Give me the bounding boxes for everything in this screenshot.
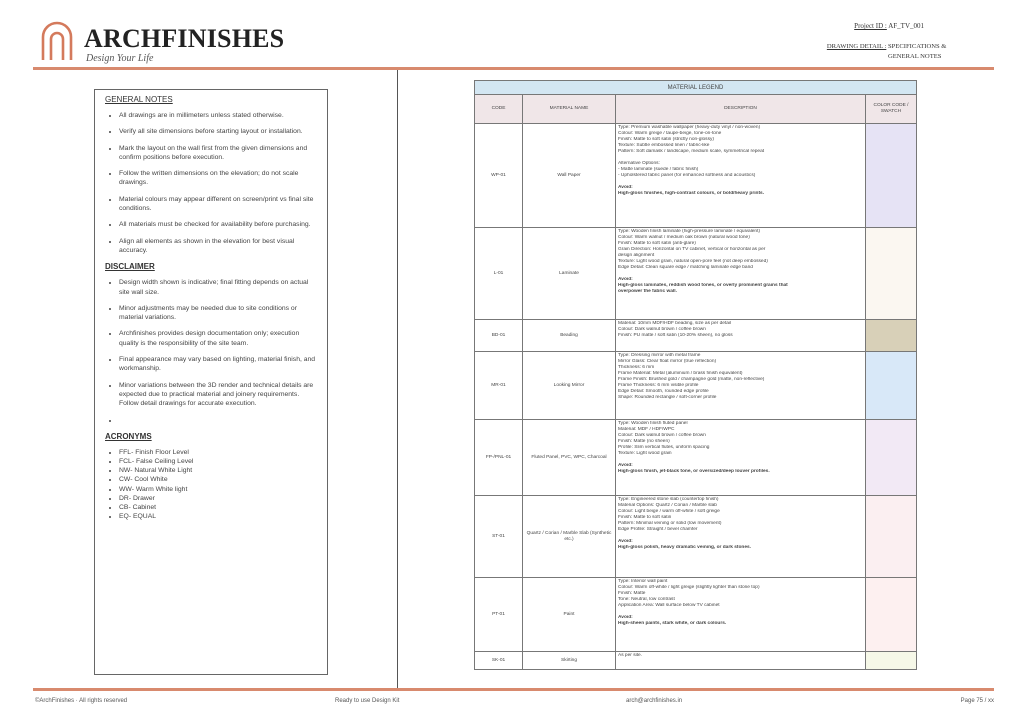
description-line: Mirror Glass: Clear float mirror (true reflection) xyxy=(618,359,717,364)
acronym-item: • CW- Cool White xyxy=(119,475,319,484)
description-line: design alignment xyxy=(618,253,655,258)
brand-name: ARCHFINISHES xyxy=(84,24,285,53)
acronyms-list xyxy=(105,448,319,522)
material-description xyxy=(616,228,866,320)
material-name: Skirting xyxy=(523,652,616,670)
header-divider xyxy=(33,67,994,70)
description-line: Finish: Matte to soft satin xyxy=(618,515,672,520)
disclaimer-item xyxy=(119,416,319,425)
acronym-item: • CB- Cabinet xyxy=(119,503,319,512)
material-description xyxy=(616,124,866,228)
material-name: Laminate xyxy=(523,228,616,320)
legend-header-cell: DESCRIPTION xyxy=(616,95,866,124)
description-line: Colour: Dark walnut brown / coffee brown xyxy=(618,433,706,438)
color-swatch xyxy=(866,228,917,320)
general-note-item: • Mark the layout on the wall first from the given dimensions and confirm positions before execution. xyxy=(119,144,319,163)
description-line: Tone: Neutral, low contrast xyxy=(618,597,675,602)
description-line: Colour: Warm off-white / light greige (slightly lighter than stone top) xyxy=(618,585,760,590)
material-code: L-01 xyxy=(475,228,523,320)
description-line: Colour: Dark walnut brown / coffee brown xyxy=(618,327,706,332)
general-notes-list xyxy=(105,111,319,255)
description-line: Thickness: 6 mm xyxy=(618,365,655,370)
acronym-item: • DR- Drawer xyxy=(119,494,319,503)
description-line: Finish: Matte (no sheen) xyxy=(618,439,670,444)
description-line: Frame Finish: Brushed gold / champagne gold (matte, non-reflective) xyxy=(618,377,765,382)
general-notes-title: GENERAL NOTES xyxy=(105,95,173,104)
material-name: Looking Mirror xyxy=(523,352,616,420)
description-line: Type: Premium washable wallpaper (heavy-duty vinyl / non-woven) xyxy=(618,125,761,130)
project-id-value: AF_TV_001 xyxy=(888,22,924,30)
description-line: Frame Thickness: 6 mm visible profile xyxy=(618,383,699,388)
description-line: Type: Dressing mirror with metal frame xyxy=(618,353,701,358)
archfinishes-logo-icon xyxy=(40,20,74,60)
footer-page-number: Page 75 / xx xyxy=(960,698,994,704)
description-line: Texture: Light wood grain xyxy=(618,451,672,456)
legend-row xyxy=(475,352,917,420)
project-id-label: Project ID : xyxy=(854,22,887,30)
material-code: SK-01 xyxy=(475,652,523,670)
description-line: Frame Material: Metal (aluminium / brass finish equivalent) xyxy=(618,371,743,376)
footer-copyright: ©ArchFinishes · All rights reserved xyxy=(35,698,128,704)
legend-row xyxy=(475,420,917,496)
description-line: Finish: PU matte / soft satin (10-20% sheen), no gloss xyxy=(618,333,733,338)
material-code: BD-01 xyxy=(475,320,523,352)
acronym-item: • EQ- EQUAL xyxy=(119,512,319,521)
description-line: Edge Detail: Clean square edge / matching laminate edge band xyxy=(618,265,753,270)
drawing-detail-value: SPECIFICATIONS & GENERAL NOTES xyxy=(888,43,947,60)
description-line: Profile: Slim vertical flutes, uniform spacing xyxy=(618,445,710,450)
material-name: Beading xyxy=(523,320,616,352)
vertical-divider xyxy=(397,70,398,688)
avoid-note: High-sheen paints, stark white, or dark colours. xyxy=(618,621,727,626)
description-line: Shape: Rounded rectangle / soft-corner profile xyxy=(618,395,717,400)
description-line: Type: Wooden finish laminate (high-pressure laminate / equivalent) xyxy=(618,229,761,234)
material-description xyxy=(616,652,866,670)
description-line: Material: 10mm MDF/HDF beading, size as per detail xyxy=(618,321,732,326)
description-line: Colour: Warm greige / taupe-beige, tone-on-tone xyxy=(618,131,722,136)
material-code: WP-01 xyxy=(475,124,523,228)
material-name: Wall Paper xyxy=(523,124,616,228)
color-swatch xyxy=(866,496,917,578)
material-description xyxy=(616,420,866,496)
disclaimer-item: • Minor variations between the 3D render and technical details are expected due to practical material and joinery requirements. Follow detail drawings for accurate execution. xyxy=(119,381,319,409)
material-code: MR-01 xyxy=(475,352,523,420)
disclaimer-item: • Final appearance may vary based on lighting, material finish, and workmanship. xyxy=(119,355,319,374)
description-line: Type: Engineered stone slab (countertop finish) xyxy=(618,497,719,502)
legend-header-row xyxy=(475,95,917,124)
description-line: Finish: Matte to soft satin (strictly non-glossy) xyxy=(618,137,714,142)
material-name: Paint xyxy=(523,578,616,652)
material-legend-table xyxy=(474,80,917,670)
material-name: Quartz / Corian / Marble Slab (Synthetic etc.) xyxy=(523,496,616,578)
general-note-item: • Material colours may appear different on screen/print vs final site conditions. xyxy=(119,195,319,214)
avoid-note: Avoid: xyxy=(618,277,633,282)
color-swatch xyxy=(866,420,917,496)
acronym-item: • WW- Warm White light xyxy=(119,485,319,494)
general-note-item: • All drawings are in millimeters unless stated otherwise. xyxy=(119,111,319,120)
description-line: Pattern: Soft damask / landscape, medium scale, symmetrical repeat xyxy=(618,149,765,154)
avoid-note: High-gloss laminates, reddish wood tones, or overly prominent grains that xyxy=(618,283,788,288)
avoid-note: Avoid: xyxy=(618,185,633,190)
avoid-note: Avoid: xyxy=(618,463,633,468)
material-description xyxy=(616,578,866,652)
footer-tagline: Ready to use Design Kit xyxy=(335,698,400,704)
avoid-note: overpower the fabric wall. xyxy=(618,289,677,294)
description-line: Texture: Subtle embossed linen / fabric-like xyxy=(618,143,710,148)
color-swatch xyxy=(866,320,917,352)
material-code: PT-01 xyxy=(475,578,523,652)
description-line: Colour: Warm walnut / medium oak brown (natural wood tone) xyxy=(618,235,750,240)
description-line: Application Area: Wall surface below TV cabinet xyxy=(618,603,720,608)
general-note-item: • Align all elements as shown in the elevation for best visual accuracy. xyxy=(119,237,319,256)
material-code: FP-/PNL-01 xyxy=(475,420,523,496)
description-line: Material Options: Quartz / Corian / Marble slab xyxy=(618,503,717,508)
description-line: Type: Wooden finish fluted panel xyxy=(618,421,688,426)
description-line: Grain Direction: Horizontal on TV cabinet, vertical or horizontal as per xyxy=(618,247,766,252)
acronym-item: • FFL- Finish Floor Level xyxy=(119,448,319,457)
material-code: ST-01 xyxy=(475,496,523,578)
material-legend-title: MATERIAL LEGEND xyxy=(475,81,917,95)
avoid-note: Avoid: xyxy=(618,615,633,620)
description-line: Edge Detail: Smooth, rounded edge profile xyxy=(618,389,709,394)
legend-row xyxy=(475,320,917,352)
avoid-note: Avoid: xyxy=(618,539,633,544)
legend-row xyxy=(475,124,917,228)
color-swatch xyxy=(866,578,917,652)
description-line: Finish: Matte to soft satin (anti-glare) xyxy=(618,241,696,246)
general-note-item: • All materials must be checked for availability before purchasing. xyxy=(119,220,319,229)
color-swatch xyxy=(866,652,917,670)
description-line: Colour: Light beige / warm off-white / soft greige xyxy=(618,509,720,514)
avoid-note: High-gloss finishes, high-contrast colours, or bold/heavy prints. xyxy=(618,191,765,196)
disclaimer-list xyxy=(105,278,319,425)
description-line: Edge Profile: Straight / bevel chamfer xyxy=(618,527,698,532)
material-name: Fluted Panel, PVC, WPC, Charcoal xyxy=(523,420,616,496)
drawing-detail xyxy=(827,42,978,62)
legend-header-cell: COLOR CODE / SWATCH xyxy=(866,95,917,124)
description-line: Finish: Matte xyxy=(618,591,646,596)
acronym-item: • NW- Natural White Light xyxy=(119,466,319,475)
disclaimer-item: • Design width shown is indicative; final fitting depends on actual site wall size. xyxy=(119,278,319,297)
description-line: - Matte laminate (suede / fabric finish) xyxy=(618,167,699,172)
project-id xyxy=(854,22,924,30)
disclaimer-title: DISCLAIMER xyxy=(105,262,155,272)
color-swatch xyxy=(866,124,917,228)
disclaimer-item: • Archfinishes provides design documentation only; execution quality is the responsibility of the site team. xyxy=(119,329,319,348)
description-line: Texture: Light wood grain, natural open-pore feel (not deep embossed) xyxy=(618,259,768,264)
material-description xyxy=(616,496,866,578)
brand-tagline: Design Your Life xyxy=(86,53,154,64)
legend-header-cell: CODE xyxy=(475,95,523,124)
acronyms-title: ACRONYMS xyxy=(105,431,152,441)
legend-row xyxy=(475,578,917,652)
legend-row xyxy=(475,228,917,320)
legend-row xyxy=(475,652,917,670)
footer-email[interactable]: arch@archfinishes.in xyxy=(626,698,683,704)
avoid-note: High-gloss finish, jet-black tone, or oversized/deep louver profiles. xyxy=(618,469,770,474)
description-line: Type: Interior wall paint xyxy=(618,579,668,584)
legend-row xyxy=(475,496,917,578)
description-line: Alternative Options: xyxy=(618,161,660,166)
general-notes-panel xyxy=(94,89,328,675)
description-line: Pattern: Minimal veining or solid (low movement) xyxy=(618,521,722,526)
color-swatch xyxy=(866,352,917,420)
material-description xyxy=(616,320,866,352)
footer-divider xyxy=(33,688,994,691)
drawing-detail-label: DRAWING DETAIL : xyxy=(826,43,887,50)
description-line: Material: MDF / HDF/WPC xyxy=(618,427,675,432)
general-note-item: • Follow the written dimensions on the elevation; do not scale drawings. xyxy=(119,169,319,188)
general-note-item: • Verify all site dimensions before starting layout or installation. xyxy=(119,127,319,136)
description-line: - Upholstered fabric panel (for enhanced softness and acoustics) xyxy=(618,173,756,178)
description-line: As per site. xyxy=(618,653,642,658)
disclaimer-item: • Minor adjustments may be needed due to site conditions or material variations. xyxy=(119,304,319,323)
acronym-item: • FCL- False Ceiling Level xyxy=(119,457,319,466)
material-description xyxy=(616,352,866,420)
legend-header-cell: MATERIAL NAME xyxy=(523,95,616,124)
avoid-note: High-gloss polish, heavy dramatic veining, or dark stones. xyxy=(618,545,752,550)
